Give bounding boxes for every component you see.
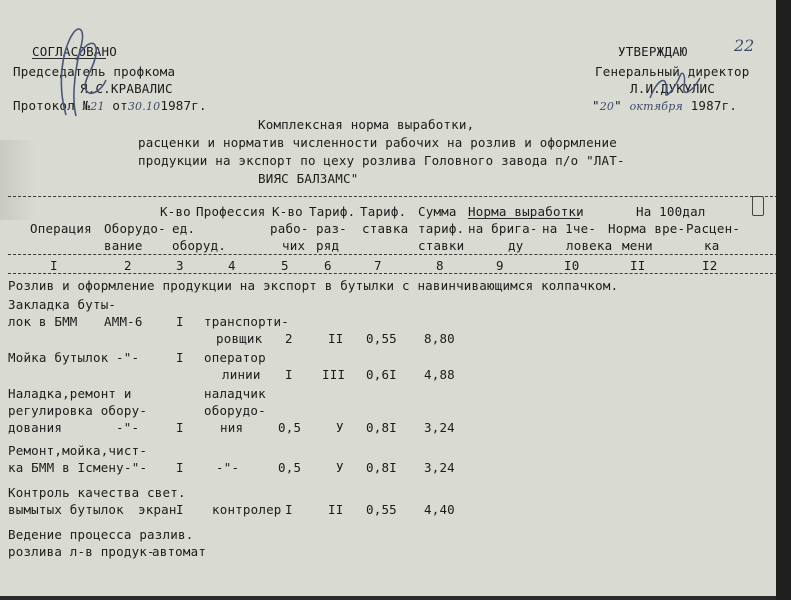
col-norm-time-header: Норма вре- — [608, 221, 686, 236]
table-row-unit: I — [176, 314, 184, 329]
col-tariff2-header: Тариф. — [360, 204, 407, 219]
table-row-profession: транспорти- — [204, 314, 289, 329]
table-row-profession: -"- — [216, 460, 240, 475]
col-number: 5 — [281, 258, 289, 273]
table-row-grade: III — [322, 367, 346, 382]
table-row-workers: 0,5 — [278, 460, 302, 475]
table-row-rate: 0,8I — [366, 460, 397, 475]
table-row-equipment: -"- — [116, 350, 140, 365]
paper-shadow — [0, 140, 36, 220]
col-per100-header: На 100дал — [636, 204, 706, 219]
col-number: 7 — [374, 258, 382, 273]
table-row-workers: 0,5 — [278, 420, 302, 435]
table-row-workers: I — [285, 367, 293, 382]
col-number: 4 — [228, 258, 236, 273]
col-per-person-header: на 1че- — [542, 221, 597, 236]
protocol-number: 21 — [90, 100, 105, 113]
table-row-grade: II — [328, 502, 344, 517]
col-workers-header-3: чих — [282, 238, 306, 253]
chairman-role: Председатель профкома — [13, 64, 176, 79]
table-row-unit: I — [176, 350, 184, 365]
col-unit-header: ед. — [172, 221, 196, 236]
col-per-brigade-header: на брига- — [468, 221, 538, 236]
col-number: I — [50, 258, 58, 273]
table-row-equipment: -"- — [116, 420, 140, 435]
col-tariff-header: Тариф. — [309, 204, 356, 219]
col-grade-header: раз- — [316, 221, 347, 236]
table-row-profession: оборудо- — [204, 403, 266, 418]
col-number: 6 — [324, 258, 332, 273]
protocol-date: 30.10 — [127, 100, 161, 113]
table-row-sum: 8,80 — [424, 331, 455, 346]
table-row-grade: У — [336, 460, 344, 475]
chairman-signature — [46, 20, 116, 120]
col-operation-header: Операция — [30, 221, 92, 236]
section-title: Розлив и оформление продукции на экспорт в бутылки с навинчивающимся колпачком. — [8, 278, 619, 293]
col-number: I2 — [702, 258, 718, 273]
col-price-header: Расцен- — [686, 221, 741, 236]
col-grade-header-3: ряд — [316, 238, 340, 253]
table-row-operation: лок в БММ — [8, 314, 78, 329]
table-row-rate: 0,6I — [366, 367, 397, 382]
table-row-equipment: экран — [138, 502, 177, 517]
table-row-operation: Ремонт,мойка,чист- — [8, 443, 148, 458]
approved-label: УТВЕРЖДАЮ — [618, 44, 688, 59]
col-rate-header-3: ставки — [418, 238, 465, 253]
col-sum-header: Сумма — [418, 204, 457, 219]
table-row-operation: вымытых бутылок — [8, 502, 124, 517]
col-per-brigade-header-3: ду — [508, 238, 524, 253]
scan-border-right — [776, 0, 791, 600]
title-line-4: ВИЯС БАЛЗАМС" — [258, 171, 359, 186]
approval-date: "20" октября 1987г. — [592, 98, 738, 113]
chairman-name: Я.С.КРАВАЛИС — [80, 81, 173, 96]
col-workers-header-2: рабо- — [270, 221, 309, 236]
table-row-sum: 3,24 — [424, 420, 455, 435]
approval-month: октября — [629, 100, 683, 113]
col-number: I0 — [564, 258, 580, 273]
table-row-operation: розлива л-в продук- — [8, 544, 155, 559]
approval-day: 20 — [599, 100, 615, 113]
table-row-operation: дования — [8, 420, 63, 435]
table-row-unit: I — [176, 502, 184, 517]
table-row-rate: 0,8I — [366, 420, 397, 435]
table-row-sum: 3,24 — [424, 460, 455, 475]
table-row-operation: Ведение процесса разлив. — [8, 527, 194, 542]
table-row-profession: линии — [222, 367, 261, 382]
director-name: Л.И.ДУКУЛИС — [630, 81, 715, 96]
col-equipment-header-3: вание — [104, 238, 143, 253]
table-rule-top — [8, 196, 778, 197]
staple-mark — [752, 196, 764, 216]
table-row-sum: 4,40 — [424, 502, 455, 517]
col-norm-time-header-3: мени — [622, 238, 653, 253]
table-row-operation: ка БММ в Iсмену — [8, 460, 124, 475]
table-row-equipment: автомат — [152, 544, 207, 559]
title-line-2: расценки и норматив численности рабочих на розлив и оформление — [138, 135, 617, 150]
protocol-prefix: Протокол № — [13, 98, 91, 113]
col-unit-header-3: оборуд. — [172, 238, 227, 253]
table-row-rate: 0,55 — [366, 331, 397, 346]
table-row-profession: наладчик — [204, 386, 266, 401]
table-row-unit: I — [176, 420, 184, 435]
table-row-workers: I — [285, 502, 293, 517]
table-row-grade: У — [336, 420, 344, 435]
title-line-3: продукции на экспорт по цеху розлива Головного завода п/о "ЛАТ- — [138, 153, 625, 168]
table-row-sum: 4,88 — [424, 367, 455, 382]
col-norm-header: Норма выработки — [468, 204, 584, 219]
table-rule-mid — [8, 254, 778, 255]
table-row-operation: Наладка,ремонт и — [8, 386, 132, 401]
agreed-label: СОГЛАСОВАНО — [32, 44, 117, 59]
col-tariff-rate-header: тариф. — [418, 221, 465, 236]
norm-underline — [468, 218, 580, 219]
table-row-profession: оператор — [204, 350, 266, 365]
col-number: 2 — [124, 258, 132, 273]
table-row-operation: Мойка бутылок — [8, 350, 109, 365]
protocol-year: 1987г. — [160, 98, 207, 113]
col-price-header-3: ка — [704, 238, 720, 253]
col-number: 3 — [176, 258, 184, 273]
table-row-grade: II — [328, 331, 344, 346]
col-number: 8 — [436, 258, 444, 273]
table-row-profession: контролер — [212, 502, 282, 517]
director-role: Генеральный директор — [595, 64, 750, 79]
col-rate-header: ставка — [362, 221, 409, 236]
col-profession-header: Профессия — [196, 204, 266, 219]
approval-year: 1987г. — [690, 98, 738, 113]
table-row-profession: ровщик — [216, 331, 263, 346]
table-row-equipment: -"- — [124, 460, 148, 475]
col-workers-header: К-во — [272, 204, 303, 219]
col-number: II — [630, 258, 646, 273]
col-per-person-header-3: ловека — [566, 238, 613, 253]
table-row-profession: ния — [220, 420, 244, 435]
page-number: 22 — [734, 36, 755, 55]
table-row-rate: 0,55 — [366, 502, 397, 517]
table-row-operation: регулировка обору- — [8, 403, 148, 418]
table-row-workers: 2 — [285, 331, 293, 346]
table-row-equipment: АММ-6 — [104, 314, 143, 329]
col-qty-header: К-во — [160, 204, 191, 219]
director-signature — [646, 68, 706, 108]
col-equipment-header: Оборудо- — [104, 221, 166, 236]
table-row-operation: Закладка буты- — [8, 297, 117, 312]
title-line-1: Комплексная норма выработки, — [258, 117, 475, 132]
protocol-from: от — [112, 98, 128, 113]
table-rule-bottom — [8, 273, 778, 274]
col-number: 9 — [496, 258, 504, 273]
table-row-operation: Контроль качества свет. — [8, 485, 186, 500]
table-row-unit: I — [176, 460, 184, 475]
